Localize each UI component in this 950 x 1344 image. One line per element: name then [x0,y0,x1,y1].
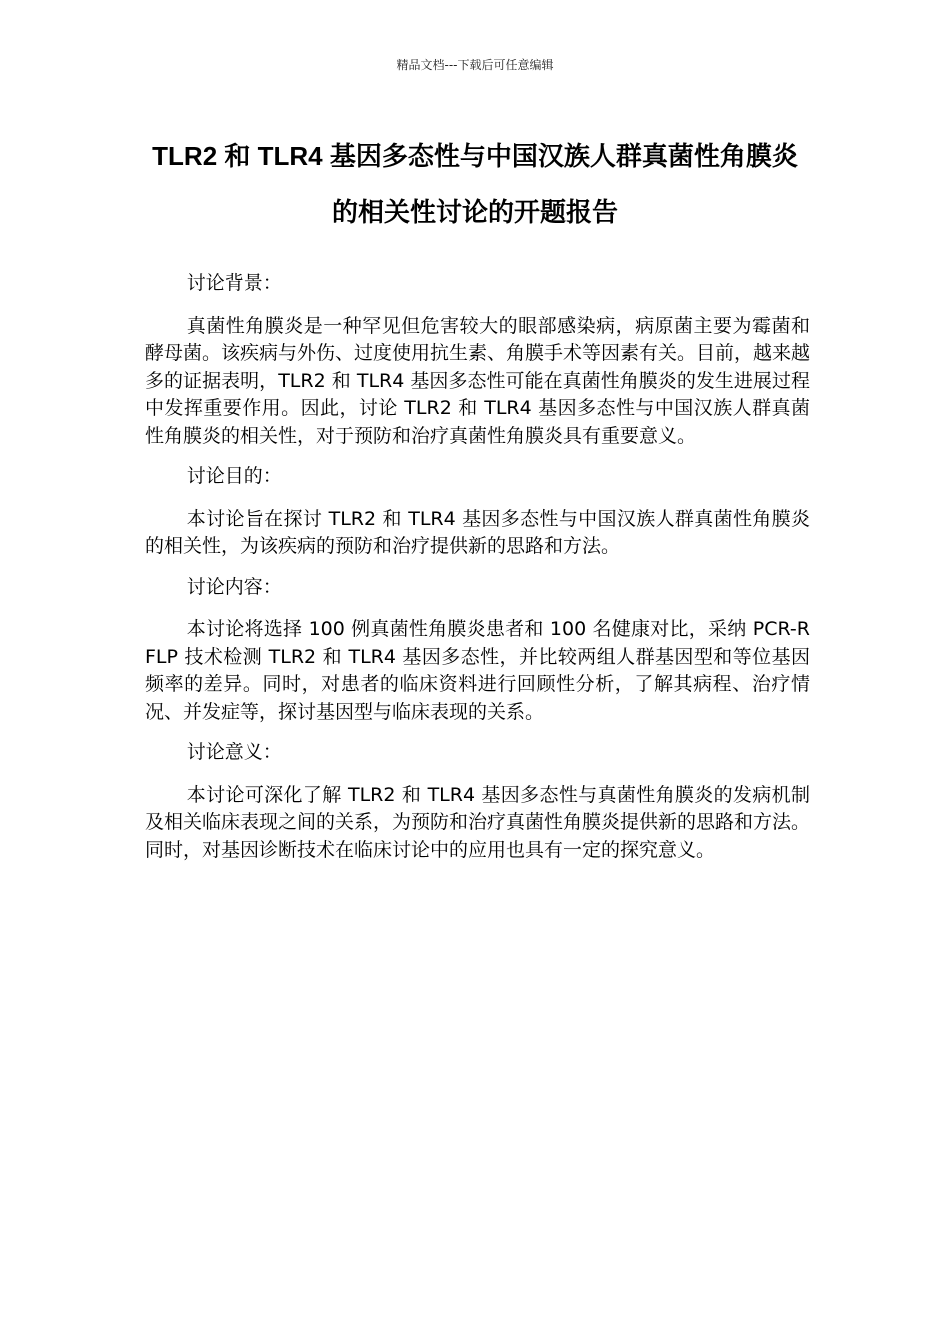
section-paragraph-background: 真菌性角膜炎是一种罕见但危害较大的眼部感染病，病原菌主要为霉菌和酵母菌。该疾病与外伤、过度使用抗生素、角膜手术等因素有关。目前，越来越多的证据表明，TLR2 和 TLR4 基因多态性可能在真菌性角膜炎的发生进展过程中发挥重要作用。因此，讨论 TLR2 和 TLR4 基因多态性与中国汉族人群真菌性角膜炎的相关性，对于预防和治疗真菌性角膜炎具有重要意义。 [145,314,811,447]
section-background [145,270,810,450]
section-paragraph-purpose: 本讨论旨在探讨 TLR2 和 TLR4 基因多态性与中国汉族人群真菌性角膜炎的相关性，为该疾病的预防和治疗提供新的思路和方法。 [145,507,810,557]
section-heading-background: 讨论背景： [186,272,282,294]
section-purpose [145,463,810,561]
section-paragraph-significance: 本讨论可深化了解 TLR2 和 TLR4 基因多态性与真菌性角膜炎的发病机制及相关临床表现之间的关系，为预防和治疗真菌性角膜炎提供新的思路和方法。同时，对基因诊断技术在临床讨论中的应用也具有一定的探究意义。 [145,783,811,861]
section-heading-purpose: 讨论目的： [186,465,282,487]
section-heading-significance: 讨论意义： [186,741,282,763]
section-paragraph-content: 本讨论将选择 100 例真菌性角膜炎患者和 100 名健康对比，采纳 PCR-RFLP 技术检测 TLR2 和 TLR4 基因多态性，并比较两组人群基因型和等位基因频率的差异。同时，对患者的临床资料进行回顾性分析，了解其病程、治疗情况、并发症等，探讨基因型与临床表现的关系。 [145,618,810,723]
document-body [145,270,810,877]
page-header: 精品文档---下载后可任意编辑 [396,58,554,72]
section-significance [145,739,810,864]
document-title: TLR2 和 TLR4 基因多态性与中国汉族人群真菌性角膜炎的相关性讨论的开题报告 [152,141,798,227]
section-heading-content: 讨论内容： [186,575,282,598]
section-content [145,574,810,727]
